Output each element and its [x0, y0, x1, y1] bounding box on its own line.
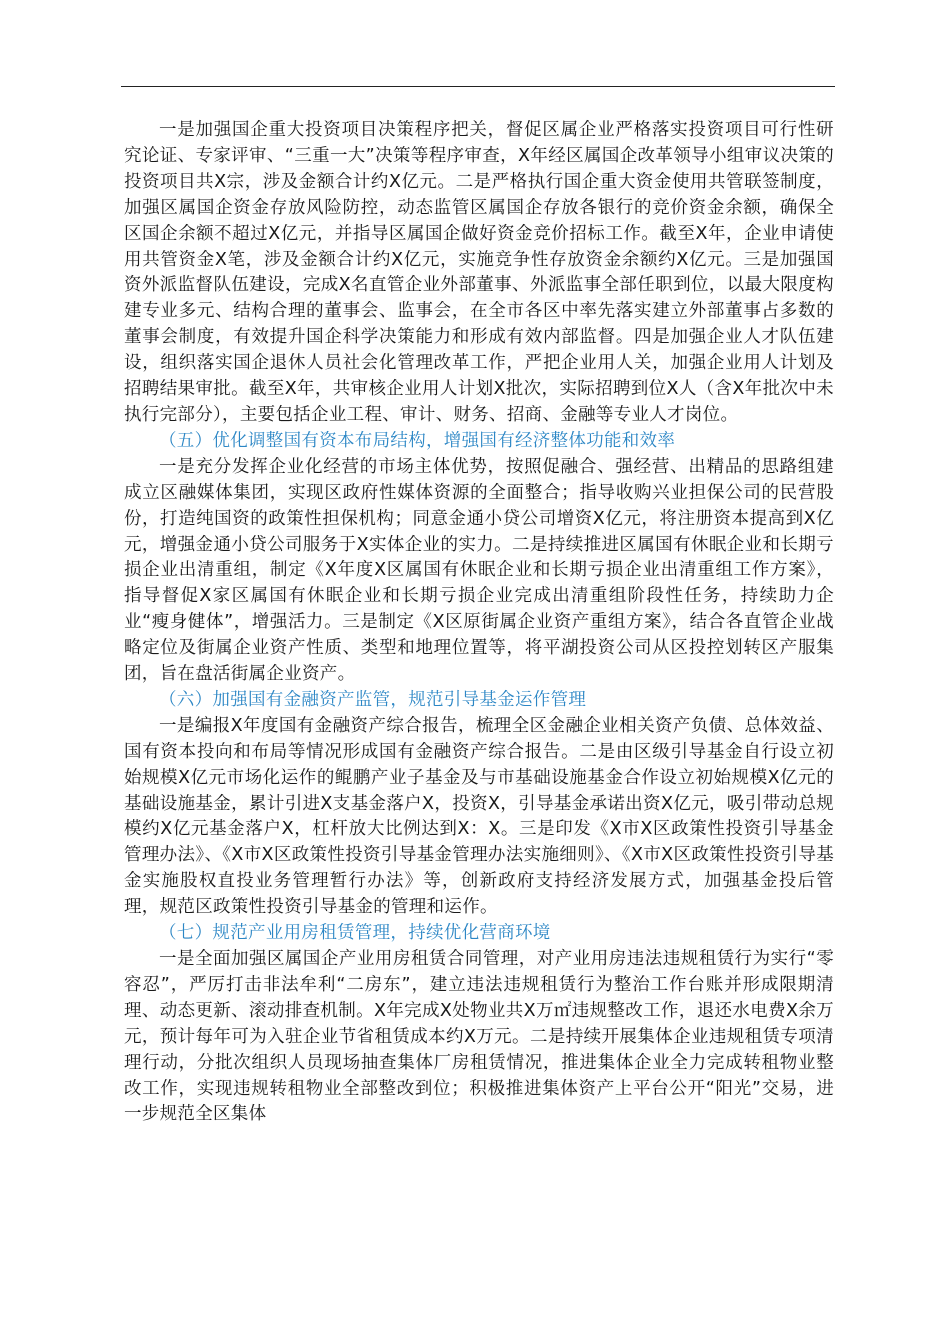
section-heading-7: （七）规范产业用房租赁管理，持续优化营商环境 — [159, 923, 551, 944]
document-body — [124, 118, 834, 1128]
paragraph-investment-supervision: 一是加强国企重大投资项目决策程序把关，督促区属企业严格落实投资项目可行性研究论证、专家评审、“三重一大”决策等程序审查，X年经区属国企改革领导小组审议决策的投资项目共X宗，涉及金额合计约X亿元。二是严格执行国企重大资金使用共管联签制度，加强区属国企资金存放风险防控，动态监管区属国企存放各银行的竞价资金余额，确保全区国企余额不超过X亿元，并指导区属国企做好资金竞价招标工作。截至X年，企业申请使用共管资金X笔，涉及金额合计约X亿元，实施竞争性存放资金余额约X亿元。三是加强国资外派监督队伍建设，完成X名直管企业外部董事、外派监事全部任职到位，以最大限度构建专业多元、结构合理的董事会、监事会，在全市各区中率先落实建立外部董事占多数的董事会制度，有效提升国企科学决策能力和形成有效内部监督。四是加强企业人才队伍建设，组织落实国企退休人员社会化管理改革工作，严把企业用人关，加强企业用人计划及招聘结果审批。截至X年，共审核企业用人计划X批次，实际招聘到位X人（含X年批次中未执行完部分），主要包括企业工程、审计、财务、招商、金融等专业人才岗位。 — [124, 120, 834, 425]
section-heading-6: （六）加强国有金融资产监管，规范引导基金运作管理 — [159, 689, 587, 710]
header-rule — [121, 86, 835, 87]
paragraph-financial-assets: 一是编报X年度国有金融资产综合报告，梳理全区金融企业相关资产负债、总体效益、国有资本投向和布局等情况形成国有金融资产综合报告。二是由区级引导基金自行设立初始规模X亿元市场化运作的鲲鹏产业子基金及与市基础设施基金合作设立初始规模X亿元的基础设施基金，累计引进X支基金落户X，投资X，引导基金承诺出资X亿元，吸引带动总规模约X亿元基金落户X，杠杆放大比例达到X：X。三是印发《X市X区政策性投资引导基金管理办法》、《X市X区政策性投资引导基金管理办法实施细则》、《X市X区政策性投资引导基金实施股权直投业务管理暂行办法》等，创新政府支持经济发展方式，加强基金投后管理，规范区政策性投资引导基金的管理和运作。 — [124, 715, 834, 918]
paragraph-property-leasing: 一是全面加强区属国企产业用房租赁合同管理，对产业用房违法违规租赁行为实行“零容忍”，严厉打击非法牟利“二房东”，建立违法违规租赁行为整治工作台账并形成限期清理、动态更新、滚动排查机制。X年完成X处物业共X万㎡违规整改工作，退还水电费X余万元，预计每年可为入驻企业节省租赁成本约X万元。二是持续开展集体企业违规租赁专项清理行动，分批次组织人员现场抽查集体厂房租赁情况，推进集体企业全力完成转租物业整改工作，实现违规转租物业全部整改到位；积极推进集体资产上平台公开“阳光”交易，进一步规范全区集体 — [124, 949, 834, 1125]
paragraph-capital-layout: 一是充分发挥企业化经营的市场主体优势，按照促融合、强经营、出精品的思路组建成立区融媒体集团，实现区政府性媒体资源的全面整合；指导收购兴业担保公司的民营股份，打造纯国资的政策性担保机构；同意金通小贷公司增资X亿元，将注册资本提高到X亿元，增强金通小贷公司服务于X实体企业的实力。二是持续推进区属国有休眠企业和长期亏损企业出清重组，制定《X年度X区属国有休眠企业和长期亏损企业出清重组工作方案》，指导督促X家区属国有休眠企业和长期亏损企业完成出清重组阶段性任务，持续助力企业“瘦身健体”，增强活力。三是制定《X区原街属企业资产重组方案》，结合各直管企业战略定位及街属企业资产性质、类型和地理位置等，将平湖投资公司从区投控划转区产服集团，旨在盘活街属企业资产。 — [124, 456, 834, 685]
section-heading-5: （五）优化调整国有资本布局结构，增强国有经济整体功能和效率 — [159, 430, 676, 451]
